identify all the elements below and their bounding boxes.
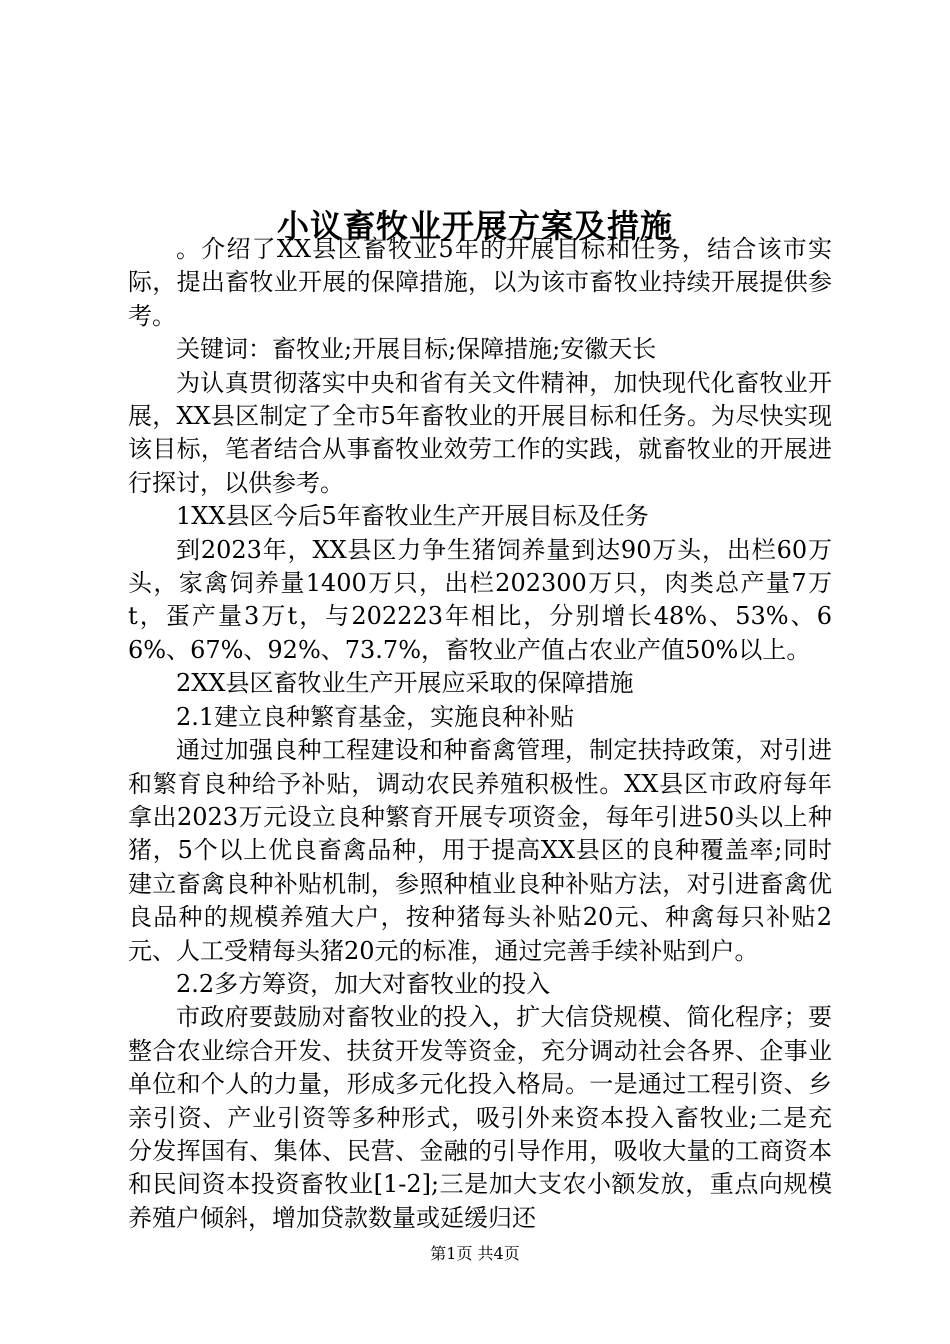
section-1-paragraph: 到2023年，XX县区力争生猪饲养量到达90万头，出栏60万头，家禽饲养量1400万只，出栏202300万只，肉类总产量7万t，蛋产量3万t，与202223年相比，分别增长48%、53%、66%、67%、92%、73.7%，畜牧业产值占农业产值50%以上。	[128, 535, 832, 664]
section-2-2-heading: 2.2多方筹资，加大对畜牧业的投入	[176, 969, 551, 998]
section-2-1-paragraph: 通过加强良种工程建设和种畜禽管理，制定扶持政策，对引进和繁育良种给予补贴，调动农民养殖积极性。XX县区市政府每年拿出2023万元设立良种繁育开展专项资金，每年引进50头以上种猪，5个以上优良畜禽品种，用于提高XX县区的良种覆盖率;同时建立畜禽良种补贴机制，参照种植业良种补贴方法，对引进畜禽优良品种的规模养殖大户，按种猪每头补贴20元、种禽每只补贴2元、人工受精每头猪20元的标准，通过完善手续补贴到户。	[128, 736, 832, 965]
intro-paragraph: 为认真贯彻落实中央和省有关文件精神，加快现代化畜牧业开展，XX县区制定了全市5年畜牧业的开展目标和任务。为尽快实现该目标，笔者结合从事畜牧业效劳工作的实践，就畜牧业的开展进行探讨，以供参考。	[128, 368, 832, 497]
document-title: 小议畜牧业开展方案及措施	[276, 207, 673, 246]
page-footer: 第1页 共4页	[430, 1244, 520, 1263]
section-2-1-heading: 2.1建立良种繁育基金，实施良种补贴	[176, 702, 575, 731]
section-2-2-paragraph: 市政府要鼓励对畜牧业的投入，扩大信贷规模、简化程序；要整合农业综合开发、扶贫开发等资金，充分调动社会各界、企事业单位和个人的力量，形成多元化投入格局。一是通过工程引资、乡亲引资、产业引资等多种形式，吸引外来资本投入畜牧业;二是充分发挥国有、集体、民营、金融的引导作用，吸收大量的工商资本和民间资本投资畜牧业[1-2];三是加大支农小额发放，重点向规模养殖户倾斜，增加贷款数量或延缓归还	[128, 1003, 832, 1232]
keywords-paragraph: 关键词：畜牧业;开展目标;保障措施;安徽天长	[176, 335, 657, 364]
section-1-heading: 1XX县区今后5年畜牧业生产开展目标及任务	[176, 502, 649, 531]
document-body	[128, 233, 832, 1235]
section-2-heading: 2XX县区畜牧业生产开展应采取的保障措施	[176, 669, 634, 698]
abstract-paragraph: 。介绍了XX县区畜牧业5年的开展目标和任务，结合该市实际，提出畜牧业开展的保障措施，以为该市畜牧业持续开展提供参考。	[128, 235, 832, 330]
